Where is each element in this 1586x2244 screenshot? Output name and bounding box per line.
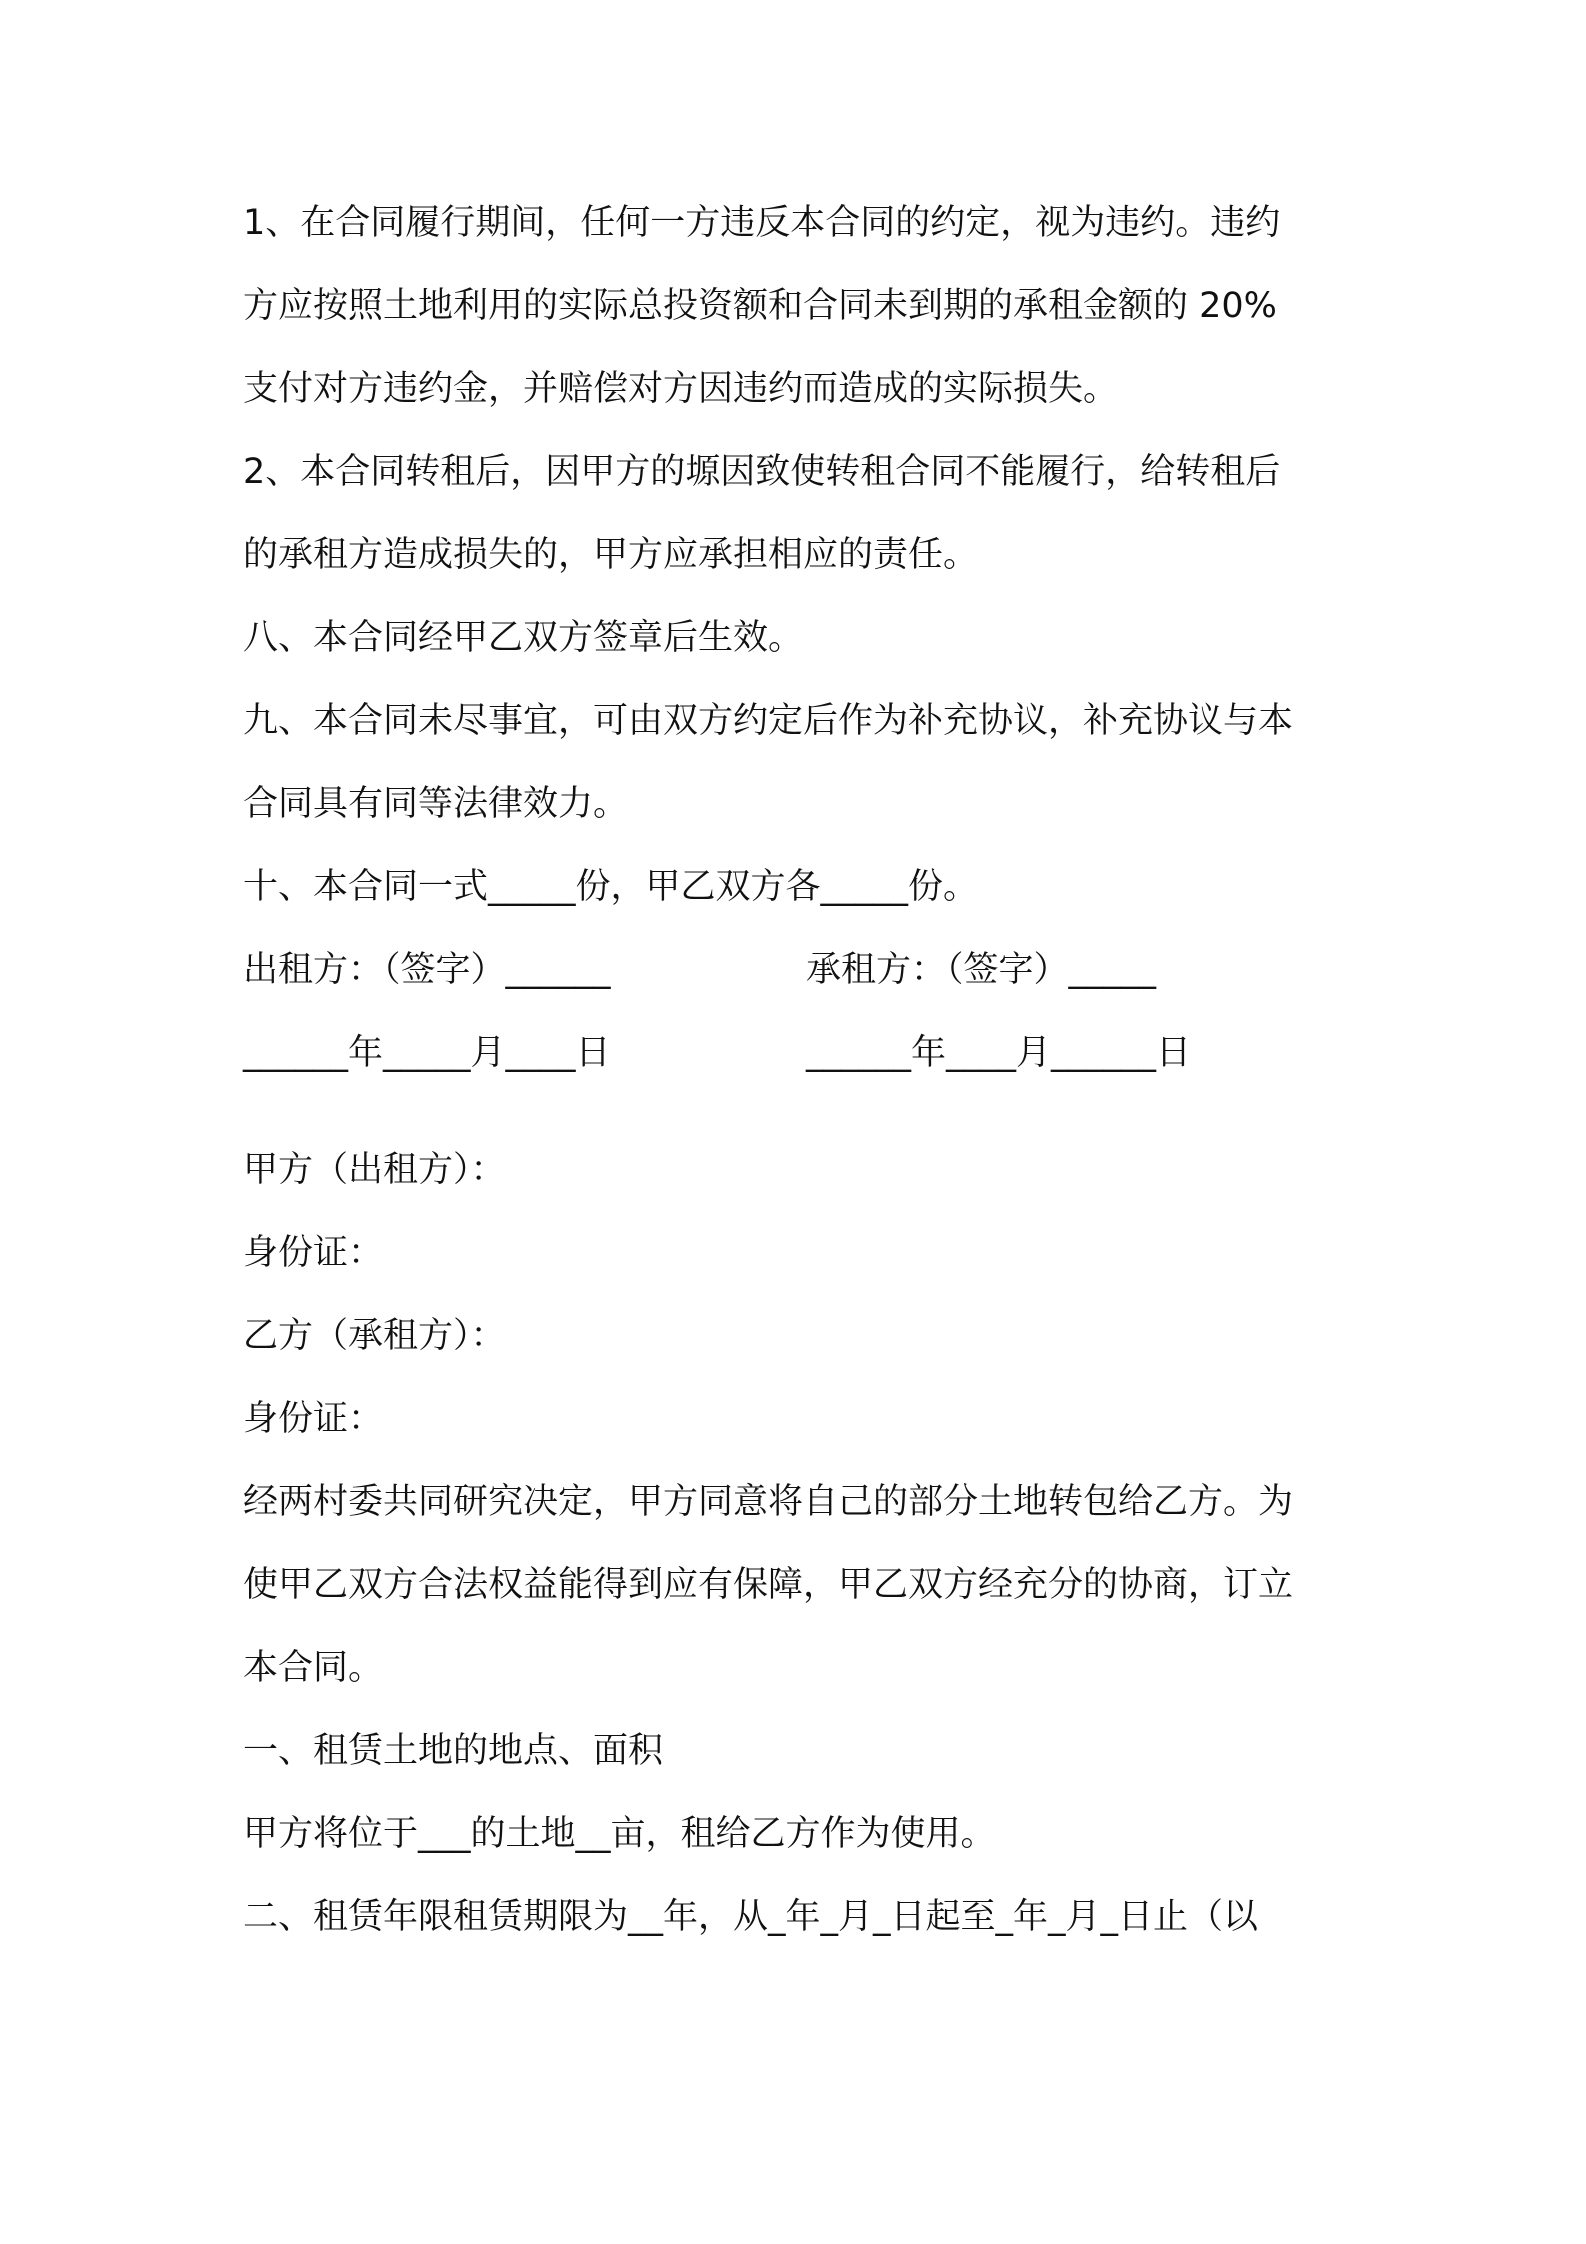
clause-1-line-2: 方应按照土地利用的实际总投资额和合同未到期的承租金额的 20% <box>243 286 1277 326</box>
lessee-signature: 承租方：（签字）_____ <box>806 950 1157 990</box>
clause-10: 十、本合同一式_____份，甲乙双方各_____份。 <box>243 867 979 907</box>
party-a-id-label: 身份证： <box>243 1233 384 1273</box>
lessor-date: ______年_____月____日 <box>243 1033 611 1073</box>
lessor-signature: 出租方：（签字）______ <box>243 950 611 990</box>
signature-row <box>243 950 1363 990</box>
clause-9-line-2: 合同具有同等法律效力。 <box>243 784 629 824</box>
lessee-date: ______年____月______日 <box>806 1033 1192 1073</box>
preamble-line-3: 本合同。 <box>243 1648 384 1688</box>
preamble-line-2: 使甲乙双方合法权益能得到应有保障，甲乙双方经充分的协商，订立 <box>243 1565 1294 1605</box>
clause-9-line-1: 九、本合同未尽事宜，可由双方约定后作为补充协议，补充协议与本 <box>243 701 1294 741</box>
date-row <box>243 1033 1363 1073</box>
party-b-id-label: 身份证： <box>243 1399 384 1439</box>
section-1-content: 甲方将位于___的土地__亩，租给乙方作为使用。 <box>243 1814 996 1854</box>
clause-8: 八、本合同经甲乙双方签章后生效。 <box>243 618 804 658</box>
clause-2-line-2: 的承租方造成损失的，甲方应承担相应的责任。 <box>243 535 979 575</box>
preamble-line-1: 经两村委共同研究决定，甲方同意将自己的部分土地转包给乙方。为 <box>243 1482 1294 1522</box>
clause-1-line-3: 支付对方违约金，并赔偿对方因违约而造成的实际损失。 <box>243 369 1119 409</box>
party-b-label: 乙方（承租方）： <box>243 1316 506 1356</box>
clause-2-line-1: 2、本合同转租后，因甲方的塬因致使转租合同不能履行，给转租后 <box>243 452 1281 492</box>
party-a-label: 甲方（出租方）： <box>243 1150 506 1190</box>
clause-1-line-1: 1、在合同履行期间，任何一方违反本合同的约定，视为违约。违约 <box>243 203 1281 243</box>
section-1-heading: 一、租赁土地的地点、面积 <box>243 1731 664 1771</box>
document-body <box>243 203 1363 1983</box>
section-2-line-1: 二、租赁年限租赁期限为__年，从_年_月_日起至_年_月_日止（以 <box>243 1897 1259 1937</box>
